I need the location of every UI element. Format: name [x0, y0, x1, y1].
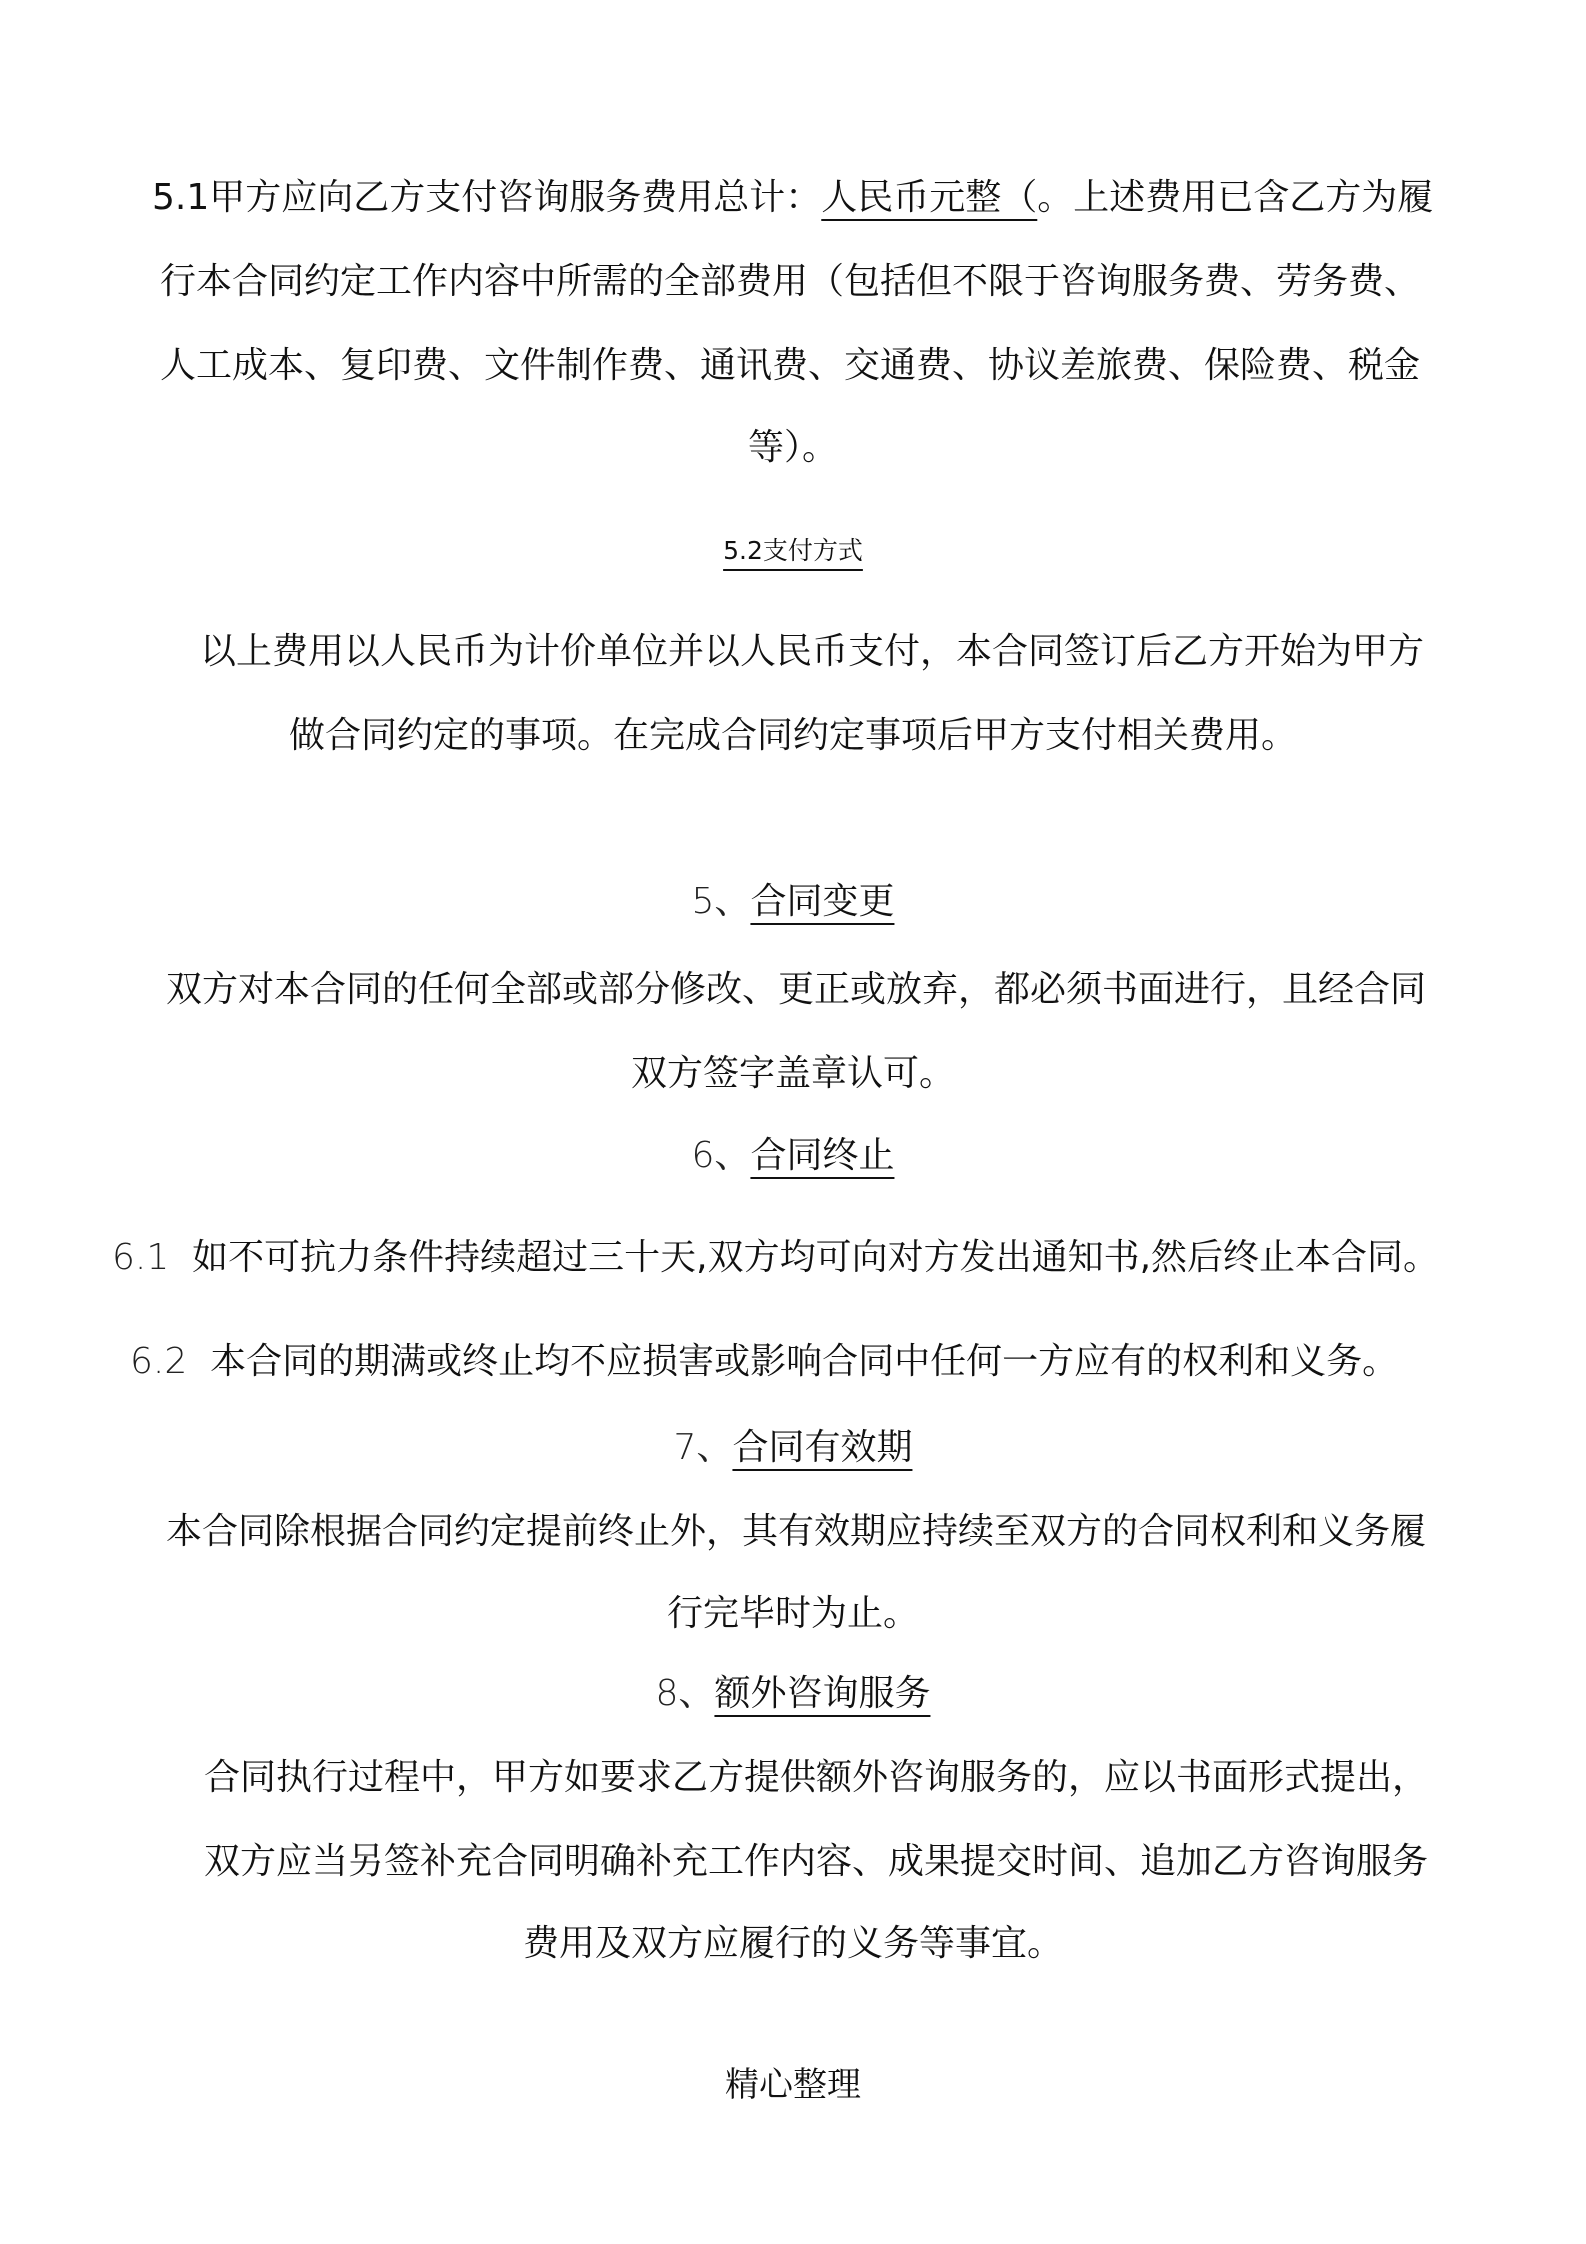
- section-5-line-2: 双方签字盖章认可。: [630, 1053, 955, 1094]
- section-6-title: 合同终止: [750, 1135, 895, 1176]
- section-8-line-3: 费用及双方应履行的义务等事宜。: [522, 1923, 1063, 1964]
- clause-5-1-line-3: 人工成本、复印费、文件制作费、通讯费、交通费、协议差旅费、保险费、税金: [160, 345, 1421, 386]
- clause-5-1-amount: 人民币元整（: [821, 177, 1038, 218]
- clause-6-1-text: 如不可抗力条件持续超过三十天,双方均可向对方发出通知书,然后终止本合同。: [192, 1237, 1440, 1278]
- section-8-title: 额外咨询服务: [714, 1673, 931, 1714]
- clause-5-1-prefix: 5.1甲方应向乙方支付咨询服务费用总计：: [152, 177, 822, 218]
- section-5-title: 合同变更: [750, 881, 895, 922]
- section-7-heading: [0, 1427, 1586, 1468]
- clause-5-2-heading: [0, 538, 1586, 563]
- section-5-heading: [0, 881, 1586, 922]
- section-8-line-1: 合同执行过程中，甲方如要求乙方提供额外咨询服务的，应以书面形式提出，: [204, 1757, 1429, 1798]
- section-5-line-1: 双方对本合同的任何全部或部分修改、更正或放弃，都必须书面进行，且经合同: [166, 969, 1427, 1010]
- section-7-line-1: 本合同除根据合同约定提前终止外，其有效期应持续至双方的合同权利和义务履: [166, 1511, 1427, 1552]
- section-7-line-2: 行完毕时为止。: [666, 1593, 919, 1634]
- page-footer: 精心整理: [725, 2065, 861, 2105]
- section-8-line-2: 双方应当另签补充合同明确补充工作内容、成果提交时间、追加乙方咨询服务: [204, 1841, 1429, 1882]
- section-6-heading: [0, 1135, 1586, 1176]
- section-8-heading: [0, 1673, 1586, 1714]
- clause-5-2-line-1: 以上费用以人民币为计价单位并以人民币支付，本合同签订后乙方开始为甲方: [200, 631, 1425, 672]
- clause-5-1-line-4: 等）。: [747, 427, 838, 468]
- section-5-number: 5、: [691, 881, 751, 922]
- clause-6-2: [130, 1341, 1399, 1382]
- clause-5-2-heading-text: 5.2支付方式: [723, 536, 863, 565]
- clause-6-2-number: 6.2: [130, 1341, 188, 1382]
- clause-5-1-line-1: [152, 177, 1434, 218]
- clause-6-1: [112, 1237, 1440, 1278]
- clause-6-1-number: 6.1: [112, 1237, 170, 1278]
- clause-5-1-line-2: 行本合同约定工作内容中所需的全部费用（包括但不限于咨询服务费、劳务费、: [160, 261, 1421, 302]
- section-7-number: 7、: [673, 1427, 733, 1468]
- section-6-number: 6、: [691, 1135, 751, 1176]
- section-8-number: 8、: [655, 1673, 715, 1714]
- clause-5-1-suffix: 。上述费用已含乙方为履: [1037, 177, 1434, 218]
- clause-6-2-text: 本合同的期满或终止均不应损害或影响合同中任何一方应有的权利和义务。: [210, 1341, 1399, 1382]
- clause-5-2-line-2: 做合同约定的事项。在完成合同约定事项后甲方支付相关费用。: [288, 715, 1297, 756]
- section-7-title: 合同有效期: [732, 1427, 913, 1468]
